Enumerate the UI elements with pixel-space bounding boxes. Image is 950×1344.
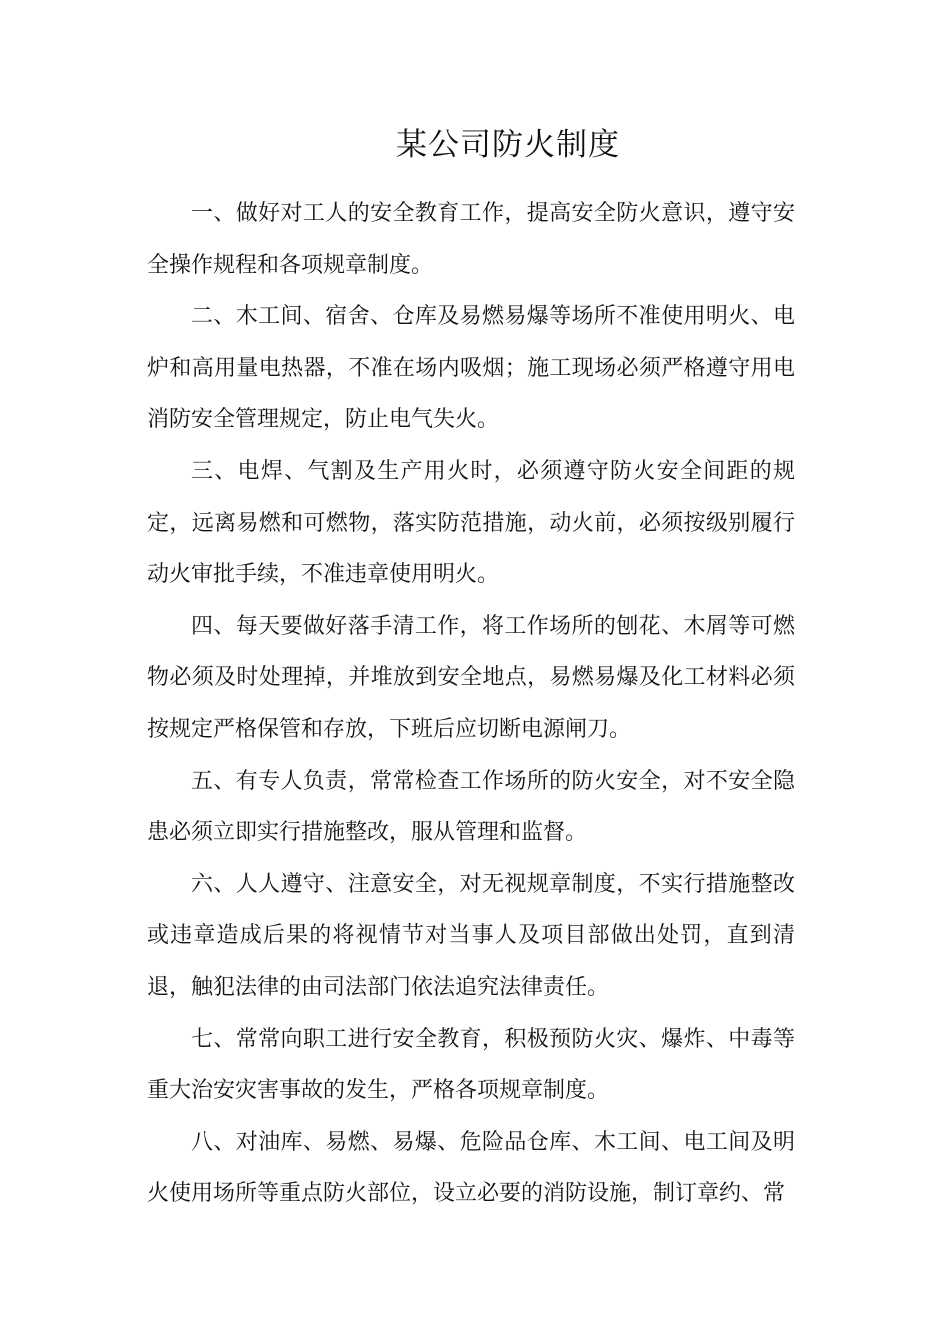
paragraph-5: 五、有专人负责，常常检查工作场所的防火安全，对不安全隐患必须立即实行措施整改，服从管理和监督。 [147, 768, 795, 846]
paragraph-3: 三、电焊、气割及生产用火时，必须遵守防火安全间距的规定，远离易燃和可燃物，落实防范措施，动火前，必须按级别履行动火审批手续，不准违章使用明火。 [147, 458, 795, 588]
paragraph-8: 八、对油库、易燃、易爆、危险品仓库、木工间、电工间及明火使用场所等重点防火部位，设立必要的消防设施，制订章约、常 [147, 1129, 795, 1207]
paragraph-1: 一、做好对工人的安全教育工作，提高安全防火意识，遵守安全操作规程和各项规章制度。 [147, 201, 795, 278]
document-body [147, 188, 795, 1220]
paragraph-4: 四、每天要做好落手清工作，将工作场所的刨花、木屑等可燃物必须及时处理掉，并堆放到安全地点，易燃易爆及化工材料必须按规定严格保管和存放，下班后应切断电源闸刀。 [147, 613, 795, 742]
document-title: 某公司防火制度 [396, 127, 620, 163]
paragraph-2: 二、木工间、宿舍、仓库及易燃易爆等场所不准使用明火、电炉和高用量电热器，不准在场内吸烟；施工现场必须严格遵守用电消防安全管理规定，防止电气失火。 [147, 304, 795, 433]
paragraph-6: 六、人人遵守、注意安全，对无视规章制度，不实行措施整改或违章造成后果的将视情节对当事人及项目部做出处罚，直到清退，触犯法律的由司法部门依法追究法律责任。 [147, 871, 795, 1000]
paragraph-7: 七、常常向职工进行安全教育，积极预防火灾、爆炸、中毒等重大治安灾害事故的发生，严格各项规章制度。 [147, 1026, 795, 1104]
